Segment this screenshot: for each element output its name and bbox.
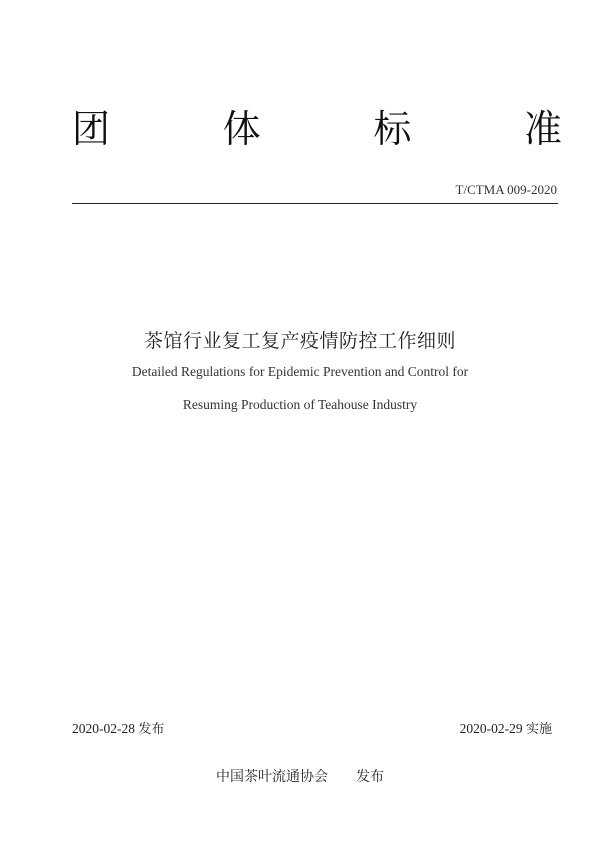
standard-type-char: 团 <box>72 107 111 151</box>
issuer-name: 中国茶叶流通协会 <box>216 769 328 785</box>
standard-type-char: 标 <box>373 107 412 151</box>
publish-date: 2020-02-28 <box>72 721 135 736</box>
standard-type-char: 体 <box>222 107 261 151</box>
title-chinese: 茶馆行业复工复产疫情防控工作细则 <box>143 330 456 352</box>
standard-type-char: 准 <box>523 107 562 151</box>
issuer-line <box>0 766 600 786</box>
standard-number: T/CTMA 009-2020 <box>455 182 557 197</box>
implement-date: 2020-02-29 <box>459 721 523 736</box>
standard-type-heading <box>72 104 562 154</box>
title-english-line1: Detailed Regulations for Epidemic Prevention and Control for <box>131 364 469 379</box>
implement-label: 实施 <box>525 722 552 737</box>
issuer-action: 发布 <box>356 769 384 785</box>
title-english-line2: Resuming Production of Teahouse Industry <box>182 397 418 412</box>
publish-label: 发布 <box>138 722 165 737</box>
implement-date-block <box>460 718 552 737</box>
header-divider <box>72 203 558 204</box>
publish-date-block <box>72 718 164 737</box>
